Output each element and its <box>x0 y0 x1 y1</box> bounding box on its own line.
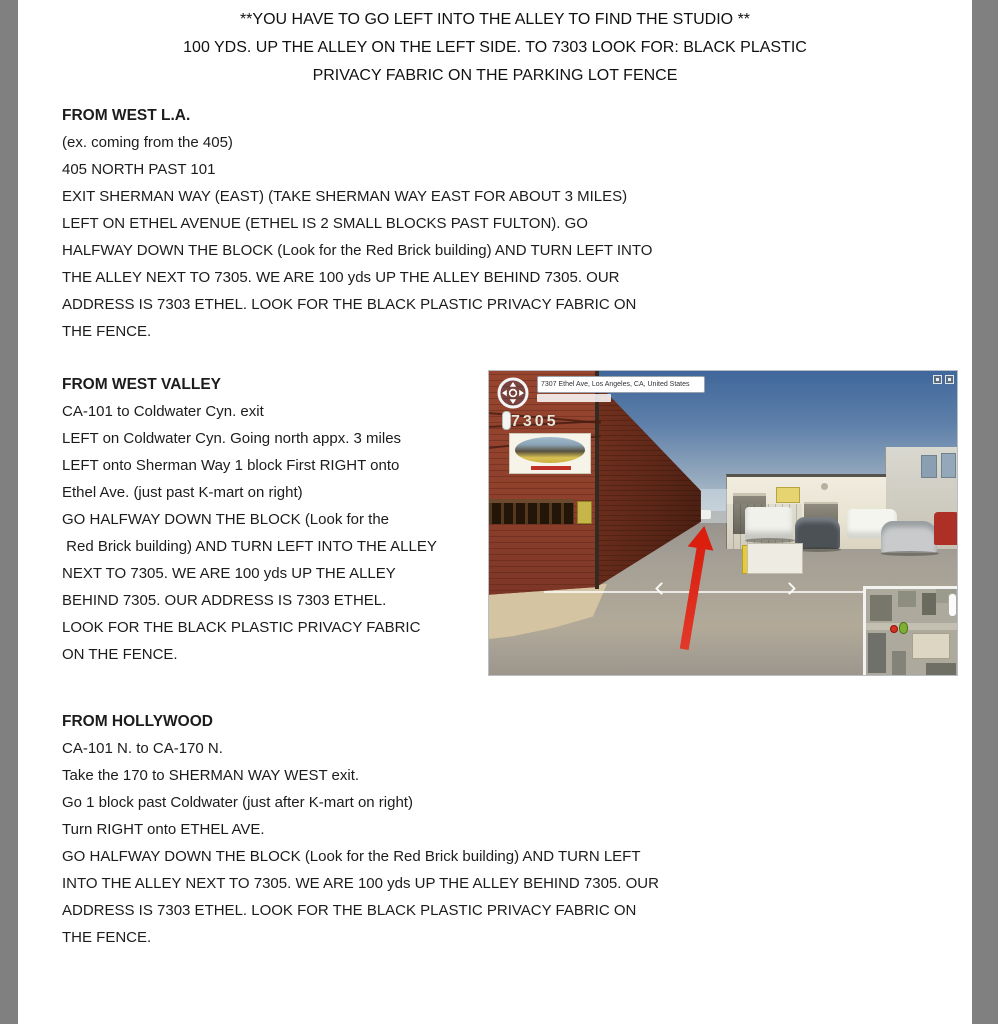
direction-line: LEFT ON ETHEL AVENUE (ETHEL IS 2 SMALL BLOCKS PAST FULTON). GO <box>62 215 588 232</box>
section-from-west-la <box>62 102 652 345</box>
overlay-expand-icon <box>945 375 954 384</box>
mini-map-block <box>922 593 936 615</box>
streetview-zoom-control <box>502 411 511 430</box>
building-banner-sign <box>509 433 591 474</box>
section-title: FROM WEST L.A. <box>62 107 191 124</box>
document-header <box>18 6 972 90</box>
section-title: FROM HOLLYWOOD <box>62 713 213 730</box>
mini-map-block <box>926 663 956 676</box>
direction-line: LEFT on Coldwater Cyn. Going north appx. 3 miles <box>62 430 402 447</box>
overlay-collapse-icon <box>933 375 942 384</box>
mini-map-zoom-control <box>948 593 957 617</box>
street-view-image <box>488 370 958 676</box>
header-line: 100 YDS. UP THE ALLEY ON THE LEFT SIDE. TO 7303 LOOK FOR: BLACK PLASTIC <box>183 39 807 56</box>
direction-line: Red Brick building) AND TURN LEFT INTO THE ALLEY <box>62 538 437 555</box>
direction-line: CA-101 to Coldwater Cyn. exit <box>62 403 264 420</box>
mini-map-block <box>870 595 892 621</box>
map-marker-pegman-icon <box>899 622 908 634</box>
section-title: FROM WEST VALLEY <box>62 376 222 393</box>
direction-line: ADDRESS IS 7303 ETHEL. LOOK FOR THE BLACK PLASTIC PRIVACY FABRIC ON <box>62 902 637 919</box>
mini-map-block <box>892 651 906 675</box>
round-vent <box>821 483 828 490</box>
mini-map-block <box>898 591 916 607</box>
direction-line: LEFT onto Sherman Way 1 block First RIGHT onto <box>62 457 400 474</box>
direction-line: ADDRESS IS 7303 ETHEL. LOOK FOR THE BLACK PLASTIC PRIVACY FABRIC ON <box>62 296 637 313</box>
mini-map-inset <box>863 586 958 676</box>
silver-sedan <box>881 521 937 553</box>
document-page <box>18 0 972 1024</box>
direction-line: ON THE FENCE. <box>62 646 178 663</box>
section-from-west-valley <box>62 371 437 668</box>
header-line: PRIVACY FABRIC ON THE PARKING LOT FENCE <box>312 67 678 84</box>
streetview-pan-compass-icon <box>496 376 530 410</box>
banner-phone-text <box>531 466 571 470</box>
direction-line: Turn RIGHT onto ETHEL AVE. <box>62 821 265 838</box>
direction-line: GO HALFWAY DOWN THE BLOCK (Look for the <box>62 511 390 528</box>
direction-line: THE FENCE. <box>62 323 152 340</box>
white-panel <box>747 543 803 574</box>
direction-line: HALFWAY DOWN THE BLOCK (Look for the Red Brick building) AND TURN LEFT INTO <box>62 242 653 259</box>
direction-line: 405 NORTH PAST 101 <box>62 161 216 178</box>
building-number-7305: 7305 <box>511 413 559 430</box>
direction-line: THE FENCE. <box>62 929 152 946</box>
utility-pole <box>595 371 599 589</box>
direction-line: EXIT SHERMAN WAY (EAST) (TAKE SHERMAN WAY EAST FOR ABOUT 3 MILES) <box>62 188 628 205</box>
mini-map-block <box>868 633 886 673</box>
car-shadow <box>881 551 939 556</box>
direction-line: Take the 170 to SHERMAN WAY WEST exit. <box>62 767 360 784</box>
banner-landscape-art <box>515 437 585 463</box>
direction-line: GO HALFWAY DOWN THE BLOCK (Look for the Red Brick building) AND TURN LEFT <box>62 848 641 865</box>
white-truck <box>745 507 793 540</box>
building-window <box>921 455 937 478</box>
mini-map-road <box>866 623 958 630</box>
direction-line: Go 1 block past Coldwater (just after K-mart on right) <box>62 794 413 811</box>
direction-line: (ex. coming from the 405) <box>62 134 233 151</box>
yellow-sign <box>776 487 800 503</box>
direction-line: NEXT TO 7305. WE ARE 100 yds UP THE ALLEY <box>62 565 396 582</box>
direction-line: LOOK FOR THE BLACK PLASTIC PRIVACY FABRIC <box>62 619 421 636</box>
direction-line: INTO THE ALLEY NEXT TO 7305. WE ARE 100 yds UP THE ALLEY BEHIND 7305. OUR <box>62 875 659 892</box>
red-suv <box>934 512 958 545</box>
building-window <box>941 453 956 478</box>
address-label: 7307 Ethel Ave, Los Angeles, CA, United States <box>537 376 705 393</box>
section-from-hollywood <box>62 708 659 951</box>
direction-line: CA-101 N. to CA-170 N. <box>62 740 223 757</box>
small-wall-sign <box>577 501 592 524</box>
decorative-block-vent <box>489 499 574 524</box>
address-sub-label <box>537 394 611 402</box>
mini-map-block <box>912 633 950 659</box>
direction-line: Ethel Ave. (just past K-mart on right) <box>62 484 303 501</box>
header-line: **YOU HAVE TO GO LEFT INTO THE ALLEY TO FIND THE STUDIO ** <box>239 11 751 28</box>
direction-line: BEHIND 7305. OUR ADDRESS IS 7303 ETHEL. <box>62 592 387 609</box>
map-marker-red-icon <box>890 625 898 633</box>
direction-line: THE ALLEY NEXT TO 7305. WE ARE 100 yds UP THE ALLEY BEHIND 7305. OUR <box>62 269 620 286</box>
arrow-shaft <box>679 546 705 650</box>
